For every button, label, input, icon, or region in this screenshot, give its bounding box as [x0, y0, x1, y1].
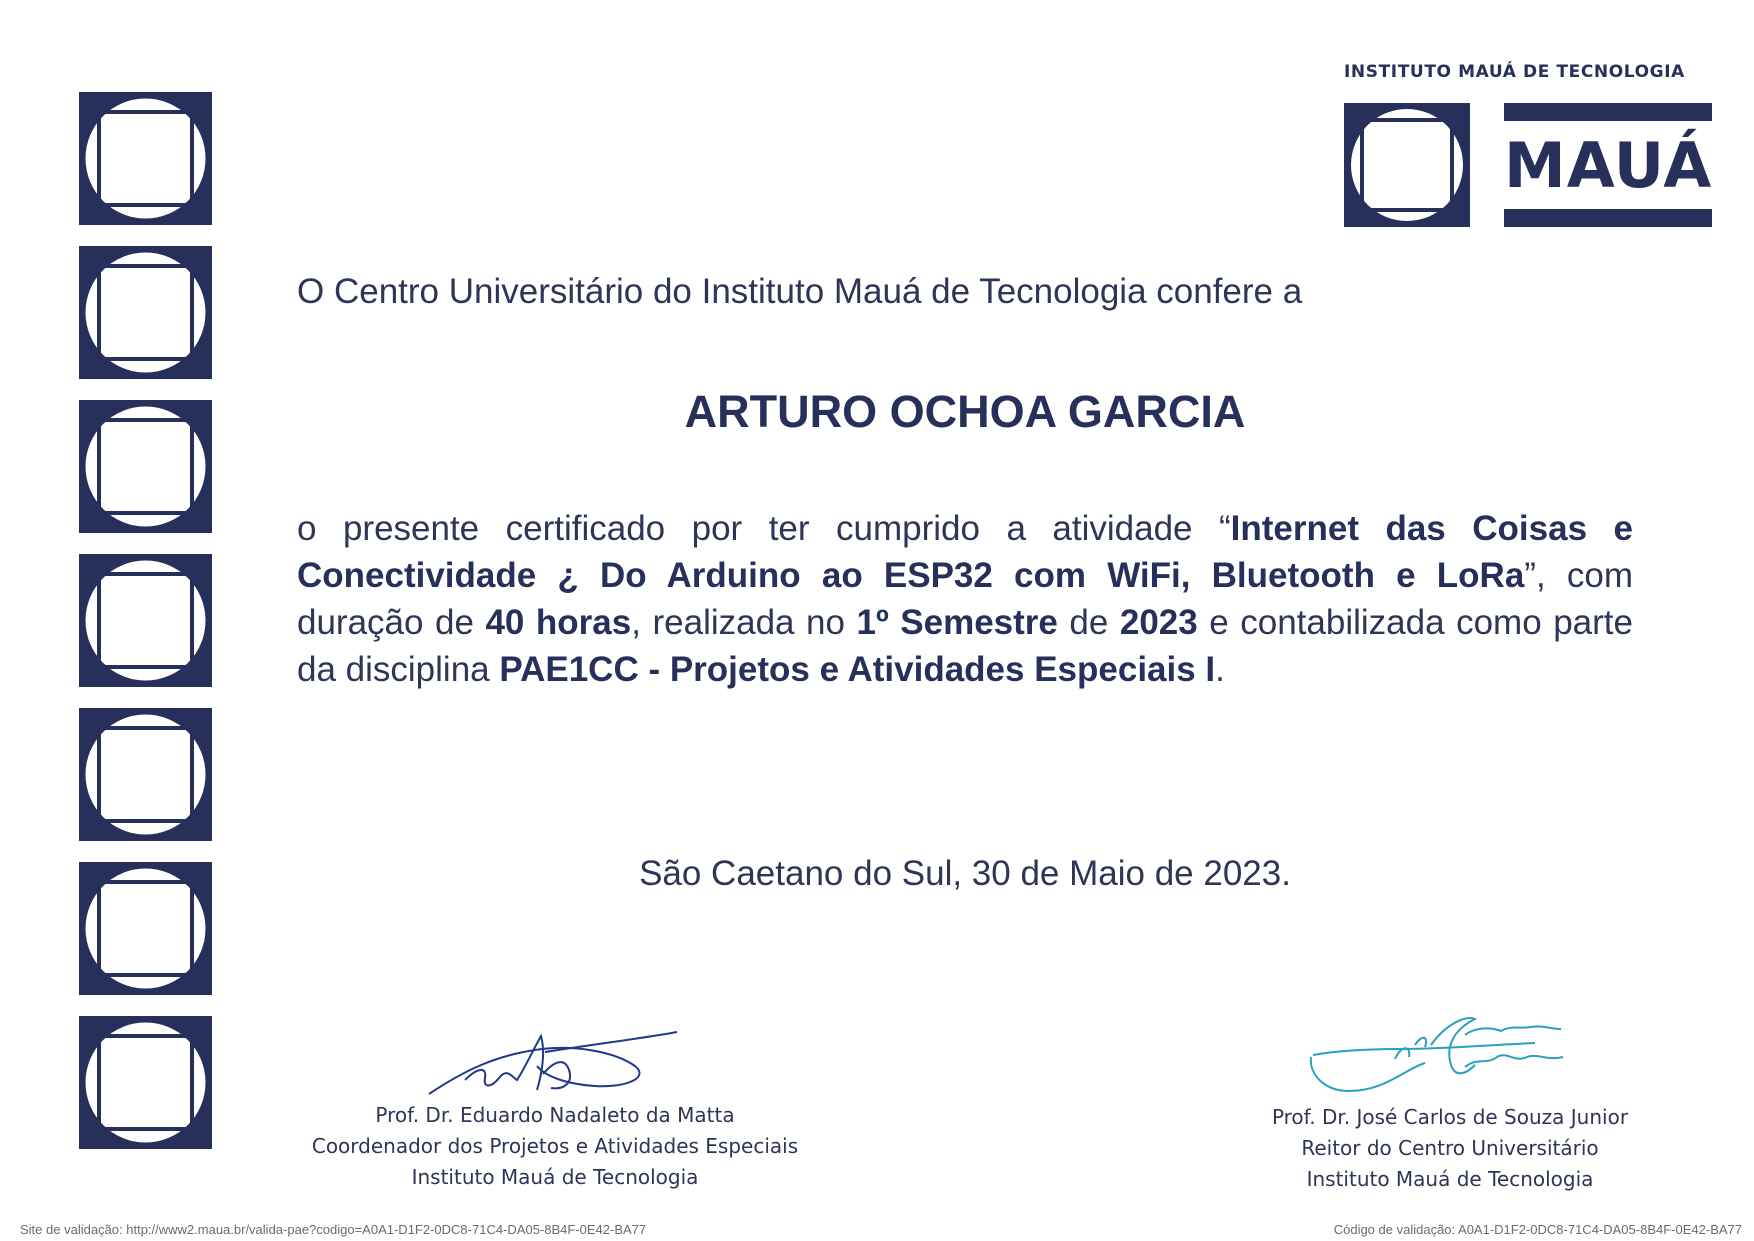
maua-symbol-icon	[79, 708, 212, 841]
institution-logo	[1344, 58, 1712, 236]
certificate-intro: O Centro Universitário do Instituto Mauá de Tecnologia confere a	[297, 272, 1303, 311]
statement-text: de	[1057, 603, 1120, 642]
maua-symbol-icon	[79, 1016, 212, 1149]
validation-code: Código de validação: A0A1-D1F2-0DC8-71C4-DA05-8B4F-0E42-BA77	[1333, 1222, 1742, 1237]
maua-symbol-icon	[79, 92, 212, 225]
signatory-role: Reitor do Centro Universitário	[1301, 1136, 1599, 1160]
place-and-date: São Caetano do Sul, 30 de Maio de 2023.	[639, 854, 1291, 893]
activity-year: 2023	[1119, 603, 1198, 642]
maua-symbol-icon	[79, 400, 212, 533]
signatory-name: Prof. Dr. José Carlos de Souza Junior	[1271, 1105, 1629, 1129]
signatory-institution: Instituto Mauá de Tecnologia	[1306, 1167, 1594, 1191]
signature-right-caption	[1240, 1102, 1660, 1195]
logo-bar-top	[1504, 103, 1712, 121]
recipient-name: ARTURO OCHOA GARCIA	[684, 386, 1246, 437]
signatory-institution: Instituto Mauá de Tecnologia	[411, 1165, 699, 1189]
discipline-name: PAE1CC - Projetos e Atividades Especiais I	[499, 650, 1216, 689]
signature-eduardo-icon	[425, 1030, 685, 1105]
signatory-role: Coordenador dos Projetos e Atividades Especiais	[311, 1134, 799, 1158]
maua-symbol-icon	[79, 246, 212, 379]
statement-text: ”, com duração de	[297, 556, 1633, 642]
statement-text: .	[1215, 650, 1225, 689]
statement-text: e contabilizada como parte da disciplina	[297, 603, 1633, 689]
logo-institution-name: INSTITUTO MAUÁ DE TECNOLOGIA	[1344, 62, 1685, 82]
signatory-name: Prof. Dr. Eduardo Nadaleto da Matta	[375, 1103, 735, 1127]
maua-symbol-icon	[79, 554, 212, 687]
maua-symbol-icon	[79, 862, 212, 995]
validation-site: Site de validação: http://www2.maua.br/valida-pae?codigo=A0A1-D1F2-0DC8-71C4-DA05-8B4F-0E42-BA77	[20, 1222, 647, 1237]
logo-wordmark: MAUÁ	[1504, 129, 1713, 202]
statement-text: o presente certificado por ter cumprido a atividade “	[297, 509, 1231, 548]
certificate-statement	[297, 505, 1633, 693]
activity-semester: 1º Semestre	[856, 603, 1058, 642]
activity-title: Internet das Coisas e Conectividade ¿ Do Arduino ao ESP32 com WiFi, Bluetooth e LoRa	[297, 509, 1633, 595]
maua-square-circle-logo-icon	[1344, 103, 1470, 232]
signature-jose-carlos-icon	[1305, 1005, 1575, 1110]
statement-text: , realizada no	[631, 603, 857, 642]
signature-left-caption	[295, 1100, 815, 1193]
logo-bar-bottom	[1504, 209, 1712, 227]
activity-hours: 40 horas	[485, 603, 632, 642]
